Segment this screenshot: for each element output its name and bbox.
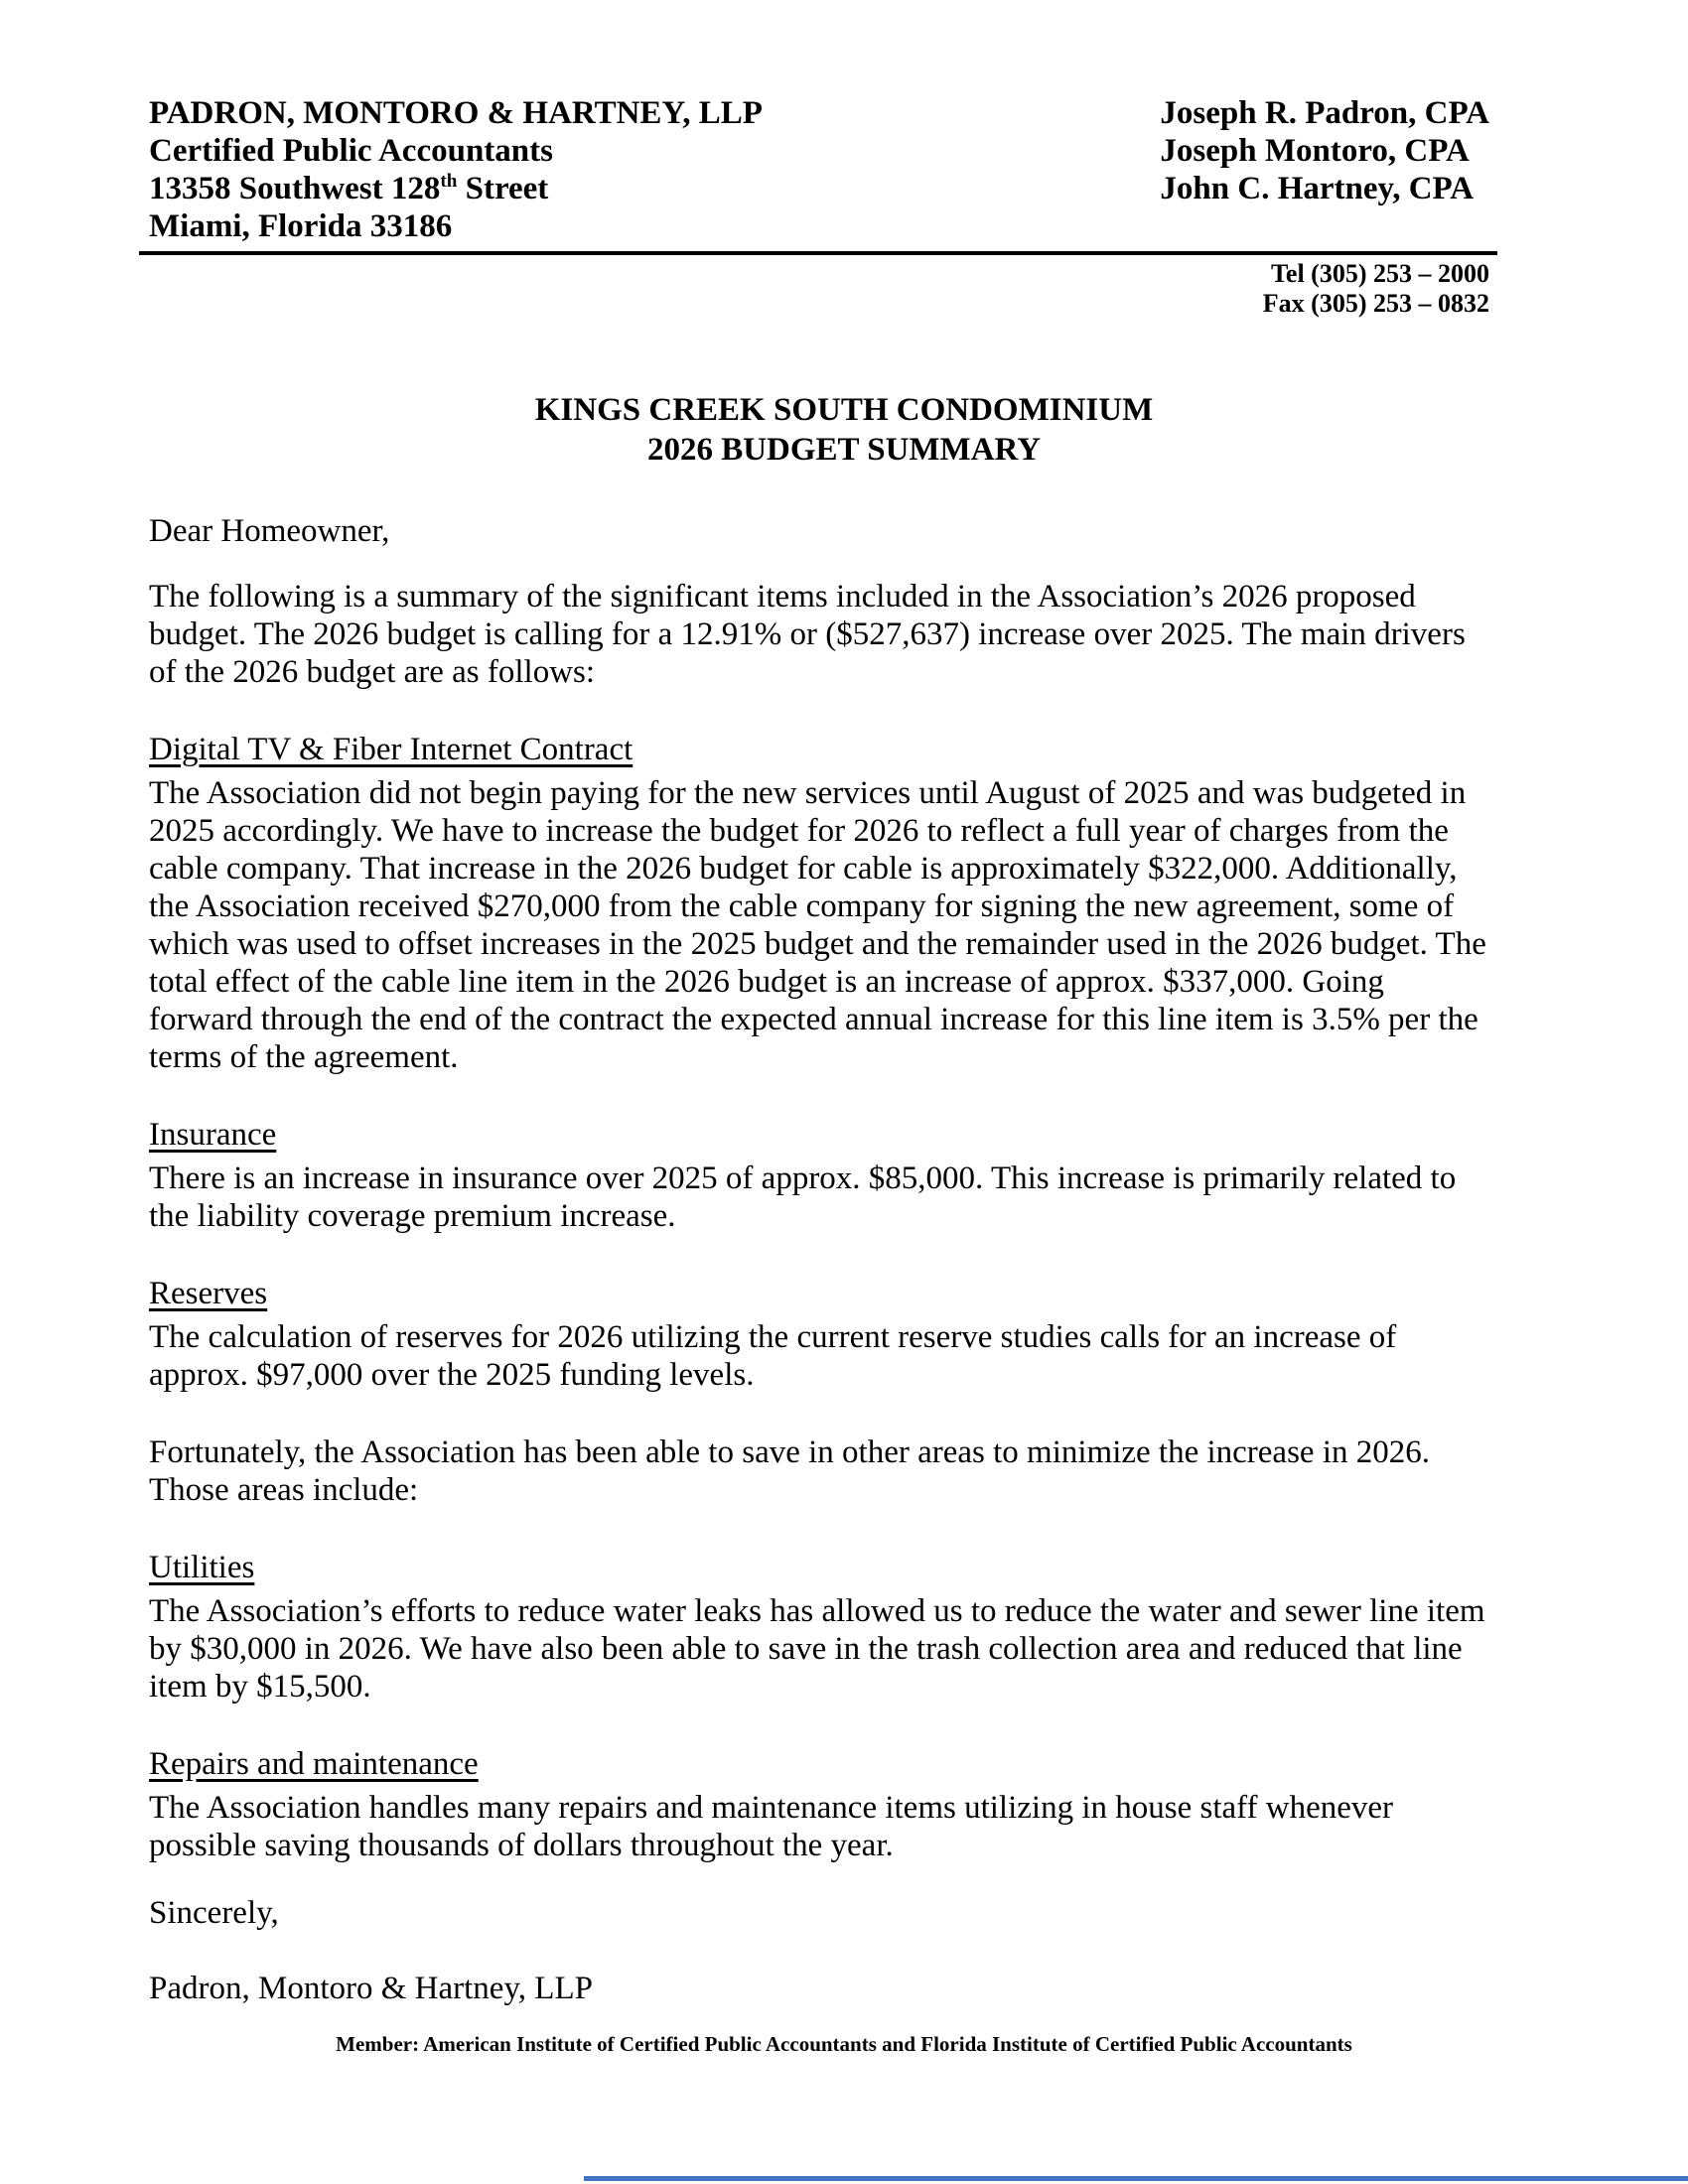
section-heading: Reserves [149, 1276, 268, 1311]
membership-footer: Member: American Institute of Certified Public Accountants and Florida Institute of Certified Public Accountants [336, 2032, 1352, 2056]
telephone-number: Tel (305) 253 – 2000 [1270, 259, 1489, 288]
salutation: Dear Homeowner, [149, 513, 390, 549]
partners-block [1160, 94, 1489, 245]
partner-name: Joseph R. Padron, CPA [1160, 95, 1489, 131]
firm-name: PADRON, MONTORO & HARTNEY, LLP [149, 95, 763, 131]
contact-block [149, 259, 1489, 319]
letterhead [149, 94, 1489, 245]
section-utilities [149, 1549, 1489, 1706]
street-prefix: 13358 Southwest 128 [149, 171, 441, 206]
section-heading: Digital TV & Fiber Internet Contract [149, 732, 633, 767]
partner-name: Joseph Montoro, CPA [1160, 133, 1470, 169]
section-body: The Association’s efforts to reduce water leaks has allowed us to reduce the water and sewer line item by $30,000 in 2026. We have also been able to save in the trash collection area and reduced that line item by $15,500. [149, 1593, 1485, 1705]
section-heading: Insurance [149, 1117, 277, 1153]
section-heading: Utilities [149, 1550, 255, 1585]
firm-city-state-zip: Miami, Florida 33186 [149, 208, 453, 244]
firm-subtitle: Certified Public Accountants [149, 133, 553, 169]
fax-number: Fax (305) 253 – 0832 [1262, 289, 1489, 318]
bottom-edge-line [584, 2176, 1688, 2181]
section-body: The calculation of reserves for 2026 utilizing the current reserve studies calls for an increase of approx. $97,000 over the 2025 funding levels. [149, 1319, 1397, 1393]
document-title [0, 390, 1688, 470]
document-title-line1: KINGS CREEK SOUTH CONDOMINIUM [534, 392, 1154, 428]
section-body: The Association did not begin paying for the new services until August of 2025 and was budgeted in 2025 accordingly. We have to increase the budget for 2026 to reflect a full year of charges from the cable company. That increase in the 2026 budget for cable is approximately $322,000. Additionally, the Association received $270,000 from the cable company for signing the new agreement, some of which was used to offset increases in the 2025 budget and the remainder used in the 2026 budget. The total effect of the cable line item in the 2026 budget is an increase of approx. $337,000. Going forward through the end of the contract the expected annual increase for this line item is 3.5% per the terms of the agreement. [149, 775, 1486, 1075]
letterhead-rule [139, 251, 1497, 255]
section-repairs [149, 1745, 1489, 1864]
section-heading: Repairs and maintenance [149, 1746, 479, 1782]
section-body: The Association handles many repairs and maintenance items utilizing in house staff whenever possible saving thousands of dollars throughout the year. [149, 1790, 1394, 1863]
closing-sincerely: Sincerely, [149, 1895, 279, 1931]
section-digital-tv [149, 731, 1489, 1076]
street-ordinal-superscript: th [440, 171, 458, 192]
intro-paragraph: The following is a summary of the significant items included in the Association’s 2026 proposed budget. The 2026 budget is calling for a 12.91% or ($527,637) increase over 2025. The main drivers of the 2026 budget are as follows: [149, 579, 1466, 690]
section-reserves [149, 1275, 1489, 1394]
firm-block [149, 94, 763, 245]
document-title-line2: 2026 BUDGET SUMMARY [646, 432, 1042, 468]
bridge-paragraph: Fortunately, the Association has been able to save in other areas to minimize the increase in 2026. Those areas include: [149, 1434, 1430, 1508]
section-insurance [149, 1116, 1489, 1235]
partner-name: John C. Hartney, CPA [1160, 171, 1475, 206]
section-body: There is an increase in insurance over 2025 of approx. $85,000. This increase is primarily related to the liability coverage premium increase. [149, 1160, 1457, 1234]
closing-signature: Padron, Montoro & Hartney, LLP [149, 1971, 593, 2006]
street-suffix: Street [457, 171, 549, 206]
firm-street-address [149, 170, 763, 207]
